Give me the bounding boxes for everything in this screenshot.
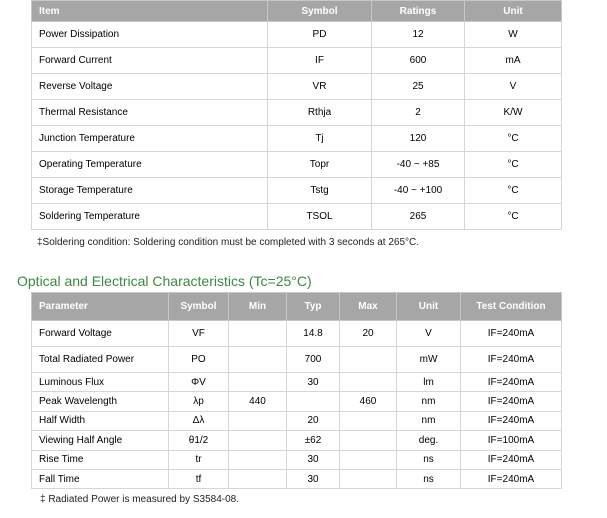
table-cell: 700	[287, 347, 340, 373]
table-row	[32, 100, 562, 126]
table-cell: 14.8	[287, 321, 340, 347]
table-cell: Half Width	[32, 411, 169, 430]
table-cell: 30	[287, 373, 340, 392]
table-row	[32, 126, 562, 152]
table-cell: 2	[372, 100, 465, 126]
table-cell: 265	[372, 204, 465, 230]
table-cell: Viewing Half Angle	[32, 431, 169, 450]
table-cell: IF=240mA	[461, 450, 562, 469]
table-cell: K/W	[465, 100, 562, 126]
table-cell	[340, 450, 397, 469]
table-cell: °C	[465, 152, 562, 178]
table-cell: Thermal Resistance	[32, 100, 268, 126]
table-cell: 12	[372, 22, 465, 48]
table-cell: deg.	[397, 431, 461, 450]
table-cell: Luminous Flux	[32, 373, 169, 392]
table-cell: Junction Temperature	[32, 126, 268, 152]
header-symbol: Symbol	[169, 293, 229, 321]
table-header-row	[32, 1, 562, 22]
table-cell: IF=240mA	[461, 321, 562, 347]
table-row	[32, 392, 562, 411]
table-cell: °C	[465, 178, 562, 204]
header-unit: Unit	[465, 1, 562, 22]
table-cell: Storage Temperature	[32, 178, 268, 204]
table-cell: ns	[397, 469, 461, 488]
radiated-power-note: ‡ Radiated Power is measured by S3584-08.	[40, 494, 240, 505]
table-cell: θ1/2	[169, 431, 229, 450]
table-header-row	[32, 293, 562, 321]
table-cell: Tstg	[268, 178, 372, 204]
table-cell: lm	[397, 373, 461, 392]
table-cell	[229, 373, 287, 392]
table-cell: λp	[169, 392, 229, 411]
table-cell: Peak Wavelength	[32, 392, 169, 411]
table-cell	[229, 431, 287, 450]
table-cell: Tj	[268, 126, 372, 152]
table-row	[32, 321, 562, 347]
absolute-ratings-table	[31, 0, 562, 230]
table-cell: nm	[397, 411, 461, 430]
table-cell: 120	[372, 126, 465, 152]
table-cell: Power Dissipation	[32, 22, 268, 48]
table-row	[32, 431, 562, 450]
table-row	[32, 411, 562, 430]
table-cell: IF=240mA	[461, 347, 562, 373]
table-cell: mA	[465, 48, 562, 74]
table-cell: V	[465, 74, 562, 100]
table-cell	[229, 411, 287, 430]
table-cell: 20	[340, 321, 397, 347]
table-cell: IF=240mA	[461, 411, 562, 430]
table-cell: Δλ	[169, 411, 229, 430]
table-cell: tr	[169, 450, 229, 469]
table-cell: VR	[268, 74, 372, 100]
header-symbol: Symbol	[268, 1, 372, 22]
table-cell: 20	[287, 411, 340, 430]
table-cell	[340, 347, 397, 373]
header-unit: Unit	[397, 293, 461, 321]
table-cell: Reverse Voltage	[32, 74, 268, 100]
soldering-note: ‡Soldering condition: Soldering condition must be completed with 3 seconds at 265°C.	[37, 237, 420, 248]
table-row	[32, 450, 562, 469]
table-cell: 460	[340, 392, 397, 411]
table-cell: Forward Current	[32, 48, 268, 74]
table-cell: Forward Voltage	[32, 321, 169, 347]
table-cell: 600	[372, 48, 465, 74]
table-cell	[340, 469, 397, 488]
header-test-condition: Test Condition	[461, 293, 562, 321]
table-cell: nm	[397, 392, 461, 411]
table-cell	[287, 392, 340, 411]
table-cell: IF	[268, 48, 372, 74]
table-cell: Total Radiated Power	[32, 347, 169, 373]
header-min: Min	[229, 293, 287, 321]
table-cell	[340, 373, 397, 392]
table-cell	[229, 450, 287, 469]
table-cell: 25	[372, 74, 465, 100]
table-cell: 440	[229, 392, 287, 411]
table-cell: 30	[287, 469, 340, 488]
table-cell: Rthja	[268, 100, 372, 126]
header-ratings: Ratings	[372, 1, 465, 22]
header-item: Item	[32, 1, 268, 22]
section-title: Optical and Electrical Characteristics (Tc=25°C)	[17, 273, 312, 289]
table-cell: ΦV	[169, 373, 229, 392]
table-cell: IF=240mA	[461, 469, 562, 488]
optical-characteristics-table	[31, 292, 562, 489]
table-cell: V	[397, 321, 461, 347]
table-cell: ns	[397, 450, 461, 469]
header-typ: Typ	[287, 293, 340, 321]
table-row	[32, 152, 562, 178]
table-cell: PO	[169, 347, 229, 373]
table-row	[32, 204, 562, 230]
table-cell: 30	[287, 450, 340, 469]
table-cell: ±62	[287, 431, 340, 450]
table-cell: Soldering Temperature	[32, 204, 268, 230]
header-max: Max	[340, 293, 397, 321]
table-cell	[340, 411, 397, 430]
table-cell: tf	[169, 469, 229, 488]
header-parameter: Parameter	[32, 293, 169, 321]
table-cell	[229, 347, 287, 373]
table-cell: Topr	[268, 152, 372, 178]
table-cell: Operating Temperature	[32, 152, 268, 178]
table-cell: PD	[268, 22, 372, 48]
table-cell: IF=240mA	[461, 373, 562, 392]
table-cell: W	[465, 22, 562, 48]
table-cell: -40 ~ +85	[372, 152, 465, 178]
table-row	[32, 347, 562, 373]
table-row	[32, 178, 562, 204]
table-cell: °C	[465, 126, 562, 152]
table-cell	[229, 321, 287, 347]
table-cell: Rise Time	[32, 450, 169, 469]
table-cell: VF	[169, 321, 229, 347]
table-cell: mW	[397, 347, 461, 373]
table-cell: -40 ~ +100	[372, 178, 465, 204]
table-cell: IF=100mA	[461, 431, 562, 450]
table-row	[32, 373, 562, 392]
table-cell: °C	[465, 204, 562, 230]
table-row	[32, 74, 562, 100]
table-cell: Fall Time	[32, 469, 169, 488]
table-row	[32, 48, 562, 74]
table-cell	[340, 431, 397, 450]
table-row	[32, 22, 562, 48]
table-cell: TSOL	[268, 204, 372, 230]
table-cell	[229, 469, 287, 488]
table-cell: IF=240mA	[461, 392, 562, 411]
table-row	[32, 469, 562, 488]
